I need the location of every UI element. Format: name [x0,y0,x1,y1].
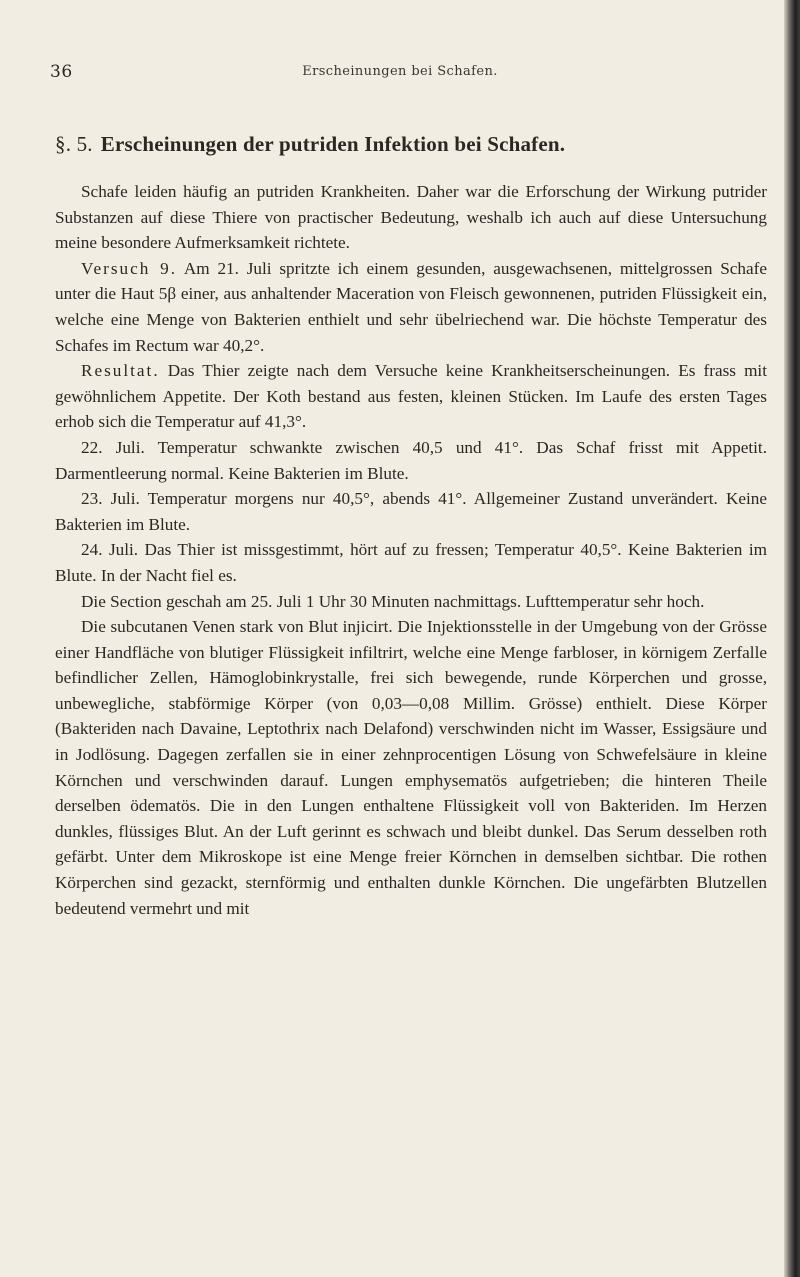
section-heading [55,132,775,157]
page-binding-edge [784,0,800,1277]
page-number: 36 [50,62,73,82]
paragraph: Schafe leiden häufig an putriden Krankheiten. Daher war die Erforschung der Wirkung putrider Substanzen auf diese Thiere von practischer Bedeutung, weshalb ich auch auf diese Untersuchung meine besondere Aufmerksamkeit richtete. [55,182,767,253]
paragraph: Die Section geschah am 25. Juli 1 Uhr 30 Minuten nachmittags. Lufttemperatur sehr hoch. [81,591,705,611]
running-head: Erscheinungen bei Schafen. [302,64,498,79]
body-text [55,179,767,921]
paragraph-lead: Versuch 9. [81,258,178,278]
page-header [0,62,800,86]
section-number: §. 5. [55,132,93,156]
paragraph: Versuch 9. Am 21. Juli spritzte ich einem gesunden, ausgewachsenen, mittelgrossen Schafe unter die Haut 5β einer, aus anhaltender Maceration von Fleisch gewonnenen, putriden Flüssigkeit ein, welche eine Menge von Bakterien enthielt und sehr übelriechend war. Die höchste Temperatur des Schafes im Rectum war 40,2°. [55,258,767,355]
paragraph: Resultat. Das Thier zeigte nach dem Versuche keine Krankheitserscheinungen. Es frass mit gewöhnlichem Appetite. Der Koth bestand aus festen, kleinen Stücken. Im Laufe des ersten Tages erhob sich die Temperatur auf 41,3°. [55,361,767,432]
paragraph-lead: Resultat. [81,361,160,381]
paragraph: 22. Juli. Temperatur schwankte zwischen 40,5 und 41°. Das Schaf frisst mit Appetit. Darmentleerung normal. Keine Bakterien im Blute. [55,437,767,483]
section-title: Erscheinungen der putriden Infektion bei Schafen. [100,132,566,156]
paragraph: 24. Juli. Das Thier ist missgestimmt, hört auf zu fressen; Temperatur 40,5°. Keine Bakterien im Blute. In der Nacht fiel es. [55,540,767,585]
paragraph: Die subcutanen Venen stark von Blut injicirt. Die Injektionsstelle in der Umgebung von der Grösse einer Handfläche von blutiger Flüssigkeit infiltrirt, welche eine Menge farbloser, in körnigem Zerfalle befindlicher Zellen, Hämoglobinkrystalle, frei sich bewegende, runde Körperchen und grosse, unbewegliche, stabförmige Körper (von 0,03—0,08 Millim. Grösse) enthielt. Diese Körper (Bakteriden nach Davaine, Leptothrix nach Delafond) verschwinden nicht im Wasser, Essigsäure und in Jodlösung. Dagegen zerfallen sie in einer zehnprocentigen Lösung von Schwefelsäure in kleine Körnchen und verschwinden darauf. Lungen emphysematös aufgetrieben; die hinteren Theile derselben ödematös. Die in den Lungen enthaltene Flüssigkeit voll von Bakteriden. Im Herzen dunkles, flüssiges Blut. An der Luft gerinnt es schwach und bleibt dunkel. Das Serum desselben roth gefärbt. Unter dem Mikroskope ist eine Menge freier Körnchen in demselben sichtbar. Die rothen Körperchen sind gezackt, sternförmig und enthalten dunkle Körnchen. Die ungefärbten Blutzellen bedeutend vermehrt und mit [55,617,767,918]
paragraph: 23. Juli. Temperatur morgens nur 40,5°, abends 41°. Allgemeiner Zustand unverändert. Keine Bakterien im Blute. [55,489,767,534]
